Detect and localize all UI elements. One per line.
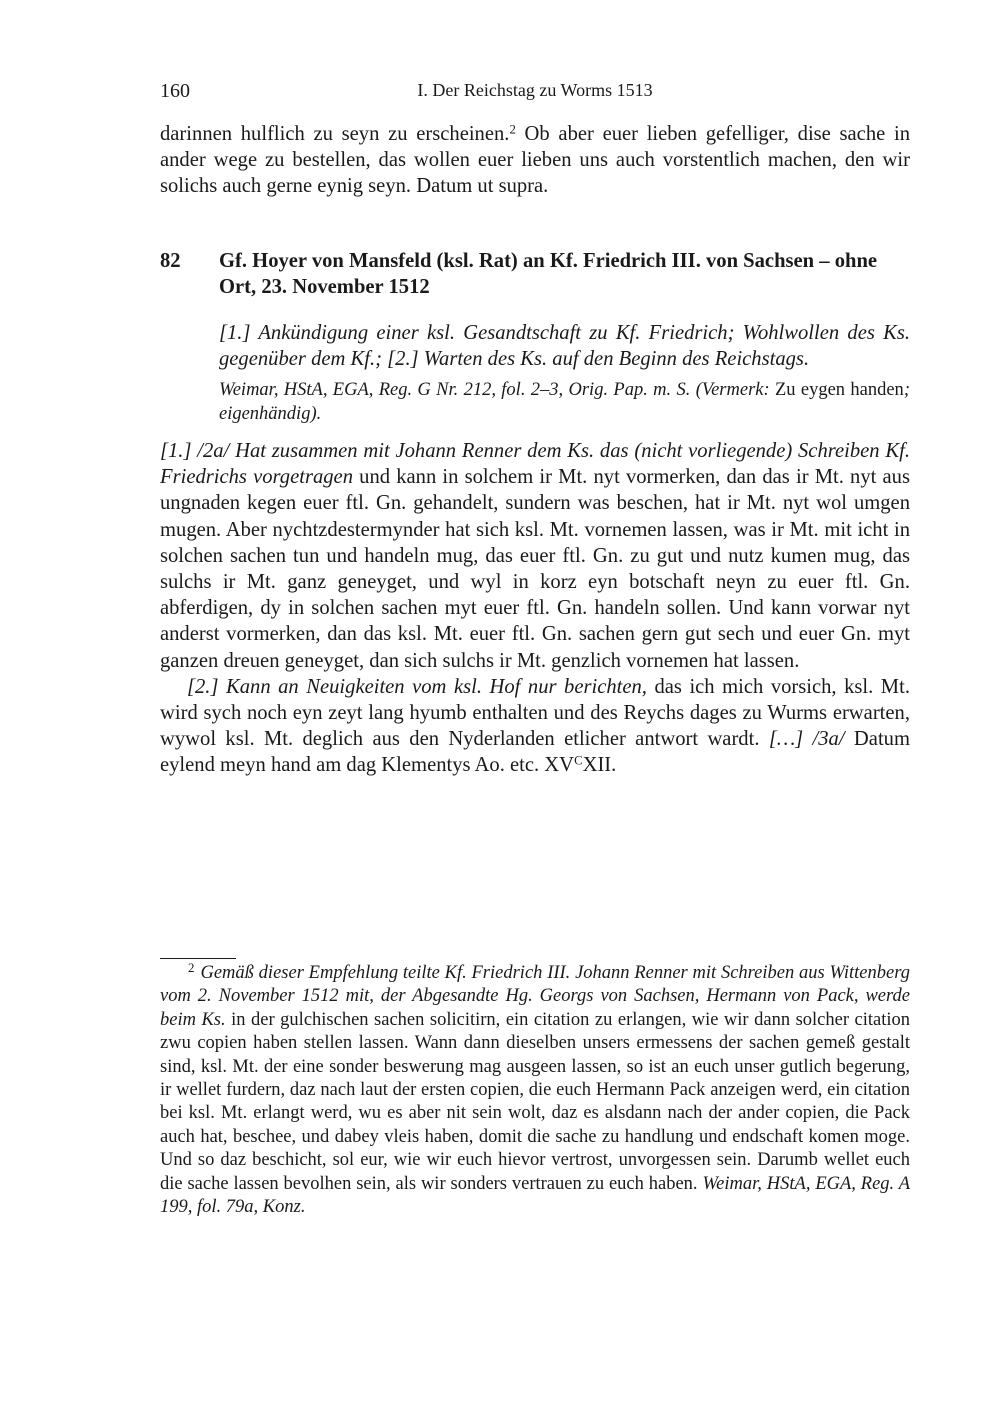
paragraph-2-superscript: C (574, 754, 583, 769)
document-title: Gf. Hoyer von Mansfeld (ksl. Rat) an Kf. Friedrich III. von Sachsen – ohne Ort, 23. November 1512 (219, 250, 878, 298)
document-source (219, 379, 910, 426)
footnote-2 (160, 962, 910, 1219)
page-number: 160 (160, 80, 190, 102)
footnote-summary: Gemäß dieser Empfehlung teilte Kf. Friedrich III. Johann Renner mit Schreiben aus Wittenberg vom 2. November 1512 mit, der Abgesandte Hg. Georgs von Sachsen, Hermann von Pack, werde beim Ks. (160, 963, 910, 1030)
document-body (160, 438, 910, 779)
footnote-number: 2 (188, 960, 195, 976)
previous-document-ending (160, 121, 910, 200)
paragraph-1-summary: [1.] /2a/ Hat zusammen mit Johann Renner dem Ks. das (nicht vorliegende) Schreiben Kf. Friedrichs vorgetragen (160, 440, 910, 489)
paragraph-2 (160, 674, 910, 779)
paragraph-2-text: das ich mich vorsich, ksl. Mt. wird sych noch eyn zeyt lang hyumb enthalten und des Reychs dages zu Wurms erwarten, wywol ksl. Mt. deglich aus den Nyderlanden etlicher antwort wardt. (160, 675, 910, 751)
source-roman-1: Zu eygen handen (769, 380, 904, 400)
source-italic-1: Weimar, HStA, EGA, Reg. G Nr. 212, fol. 2–3, Orig. Pap. m. S. (Vermerk: (219, 380, 770, 400)
paragraph-2-omission: […] /3a/ (768, 728, 845, 751)
running-head (160, 80, 910, 106)
previous-text-part1: darinnen hulflich zu seyn zu erscheinen. (160, 123, 510, 145)
document-heading (160, 248, 910, 300)
paragraph-1 (160, 438, 910, 674)
paragraph-1-text: und kann in solchem ir Mt. nyt vormerken, dan das ir Mt. nyt aus ungnaden kegen euer ftl. Gn. gehandelt, sundern was beschen, hat ir Mt. nyt wol umgen mugen. Aber nychtzdestermynder hat sich ksl. Mt. vornemen lassen, was ir Mt. mit icht in solchen sachen tun und handeln mug, das euer ftl. Gn. zu gut und nutz kumen mug, das sulchs ir Mt. ganz geneyget, und wyl in korz eyn botschaft neyn zu euer ftl. Gn. abferdigen, dy in solchen sachen myt euer ftl. Gn. handeln sollen. Und kann vorwar nyt anderst vormerken, dan das ksl. Mt. euer ftl. Gn. sachen gern gut sech und euer Gn. myt ganzen dreuen geneyget, dan sich sulchs ir Mt. genzlich vornemen hat lassen. (160, 466, 910, 672)
paragraph-2-year-end: XII. (582, 754, 617, 777)
document-number: 82 (160, 250, 181, 272)
running-title: I. Der Reichstag zu Worms 1513 (417, 80, 653, 100)
footnote-source: Weimar, HStA, EGA, Reg. A 199, fol. 79a, Konz. (160, 1173, 911, 1218)
footnote-divider (160, 958, 236, 959)
source-italic-2: ; eigenhändig). (219, 380, 910, 424)
footnote-quote: in der gulchischen sachen solicitirn, ein citation zu erlangen, wie wir dann solcher citation zwu copien haben stellen lassen. Wann dann dieselben unsers ermessens der sachen gemeß gestalt sind, ksl. Mt. der eine sonder beswerung mag ausgeen lassen, so ist an euch unser gutlich begerung, ir wellet furdern, daz nach laut der ersten copien, die euch Hermann Pack anzeigen werd, ein citation bei ksl. Mt. erlangt werd, wu es aber nit sein wolt, daz es alsdann nach der ander copien, die Pack auch hat, beschee, und dabey vleis haben, domit die sache zu handlung und endschaft komen moge. Und so daz beschicht, sol eur, wie wir euch hievor vertrost, unvorgessen sein. Darumb wellet euch die sache lassen bevolhen sein, als wir sonders vertrauen zu euch haben. (160, 1009, 910, 1194)
footnote-reference: 2 (509, 122, 516, 137)
document-regest: [1.] Ankündigung einer ksl. Gesandtschaft zu Kf. Friedrich; Wohlwollen des Ks. gegenüber dem Kf.; [2.] Warten des Ks. auf den Beginn des Reichstags. (219, 322, 910, 370)
paragraph-2-summary: [2.] Kann an Neuigkeiten vom ksl. Hof nur berichten, (187, 675, 647, 698)
previous-text-part2: Ob aber euer lieben gefelliger, dise sache in ander wege zu bestellen, das wollen euer lieben uns auch vorstentlich machen, den wir solichs auch gerne eynig seyn. Datum ut supra. (160, 123, 910, 198)
paragraph-2-dating: Datum eylend meyn hand am dag Klementys Ao. etc. XV (160, 728, 910, 777)
